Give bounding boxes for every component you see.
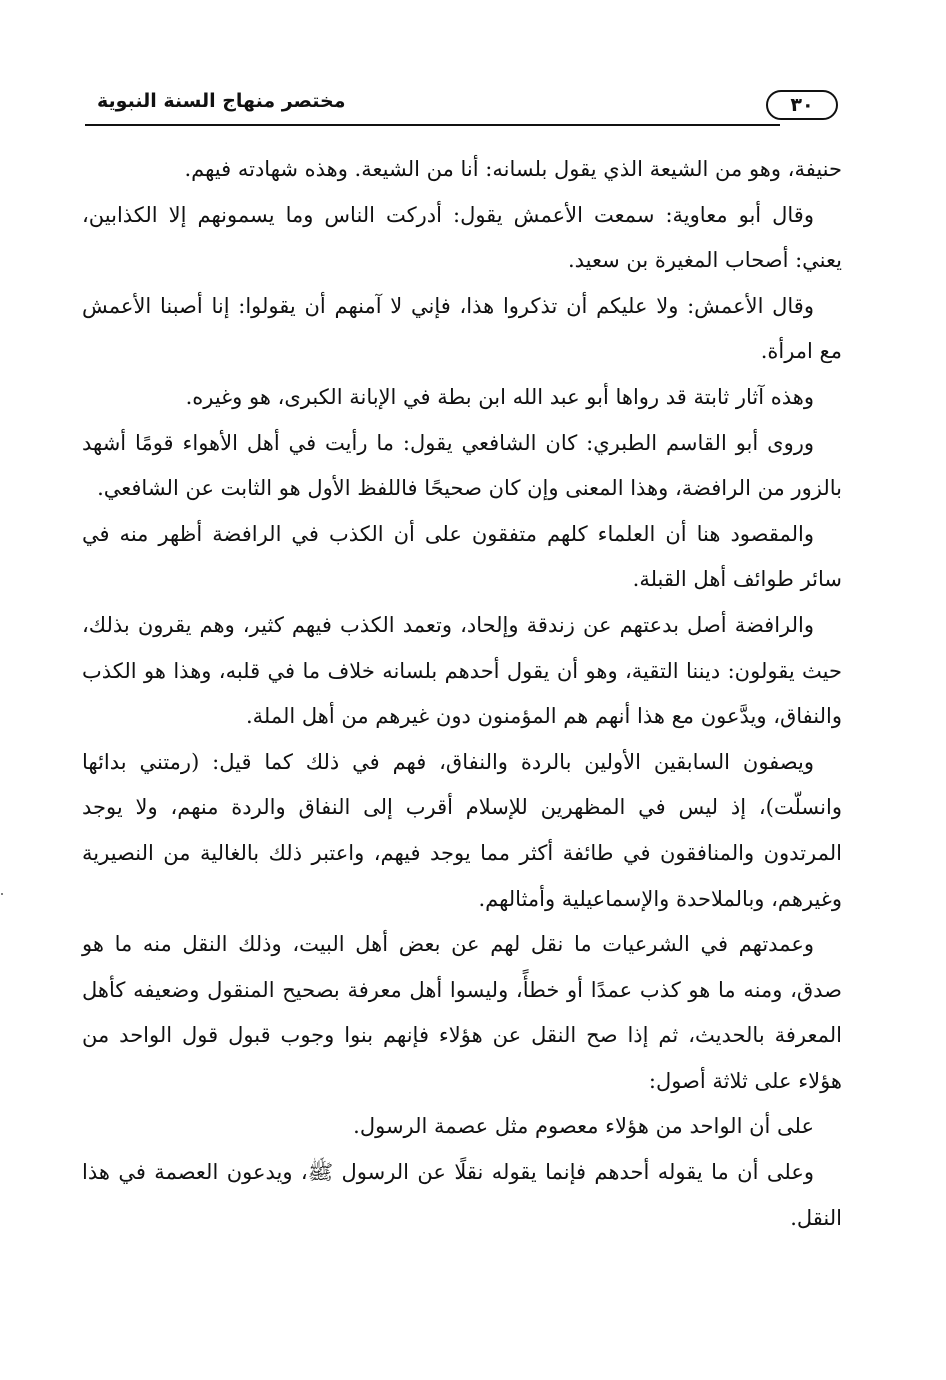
page-number-badge: ٣٠ bbox=[766, 90, 838, 120]
paragraph: ويصفون السابقين الأولين بالردة والنفاق، فهم في ذلك كما قيل: (رمتني بدائها وانسلّت)، إذ ليس في المظهرين للإسلام أقرب إلى النفاق والردة منهم، ولا يوجد المرتدون والمنافقون في طائفة أكثر مما يوجد فيهم، واعتبر ذلك بالغالية من النصيرية وغيرهم، وبالملاحدة والإسماعيلية وأمثالهم. bbox=[82, 749, 842, 911]
paragraph: وقال الأعمش: ولا عليكم أن تذكروا هذا، فإني لا آمنهم أن يقولوا: إنا أصبنا الأعمش مع امرأة. bbox=[82, 293, 842, 364]
body-text bbox=[82, 147, 842, 1241]
scan-speck bbox=[1, 893, 3, 895]
paragraph: وعلى أن ما يقوله أحدهم فإنما يقوله نقلًا عن الرسول ﷺ، ويدعون العصمة في هذا النقل. bbox=[82, 1160, 842, 1230]
page-header bbox=[85, 88, 840, 134]
paragraph: وهذه آثار ثابتة قد رواها أبو عبد الله ابن بطة في الإبانة الكبرى، هو وغيره. bbox=[185, 384, 814, 409]
paragraph: والرافضة أصل بدعتهم عن زندقة وإلحاد، وتعمد الكذب فيهم كثير، وهم يقرون بذلك، حيث يقولون: ديننا التقية، وهو أن يقول أحدهم بلسانه خلاف ما في قلبه، وهذا هو الكذب والنفاق، ويدَّعون مع هذا أنهم هم المؤمنون دون غيرهم من أهل الملة. bbox=[82, 612, 842, 729]
paragraph: وروى أبو القاسم الطبري: كان الشافعي يقول: ما رأيت في أهل الأهواء قومًا أشهد بالزور من الرافضة، وهذا المعنى وإن كان صحيحًا فاللفظ الأول هو الثابت عن الشافعي. bbox=[82, 430, 842, 501]
paragraph: حنيفة، وهو من الشيعة الذي يقول بلسانه: أنا من الشيعة. وهذه شهادته فيهم. bbox=[184, 157, 842, 181]
paragraph: وقال أبو معاوية: سمعت الأعمش يقول: أدركت الناس وما يسمونهم إلا الكذابين، يعني: أصحاب المغيرة بن سعيد. bbox=[82, 202, 842, 273]
paragraph: وعمدتهم في الشرعيات ما نقل لهم عن بعض أهل البيت، وذلك النقل منه ما هو صدق، ومنه ما هو كذب عمدًا أو خطأً، وليسوا أهل معرفة بصحيح المنقول وضعيفه كأهل المعرفة بالحديث، ثم إذا صح النقل عن هؤلاء فإنهم بنوا وجوب قبول قول الواحد من هؤلاء على ثلاثة أصول: bbox=[82, 932, 842, 1093]
paragraph: على أن الواحد من هؤلاء معصوم مثل عصمة الرسول. bbox=[353, 1114, 814, 1139]
header-rule bbox=[85, 124, 780, 126]
paragraph: والمقصود هنا أن العلماء كلهم متفقون على أن الكذب في الرافضة أظهر منه في سائر طوائف أهل القبلة. bbox=[82, 521, 842, 592]
running-title: مختصر منهاج السنة النبوية bbox=[97, 90, 346, 112]
